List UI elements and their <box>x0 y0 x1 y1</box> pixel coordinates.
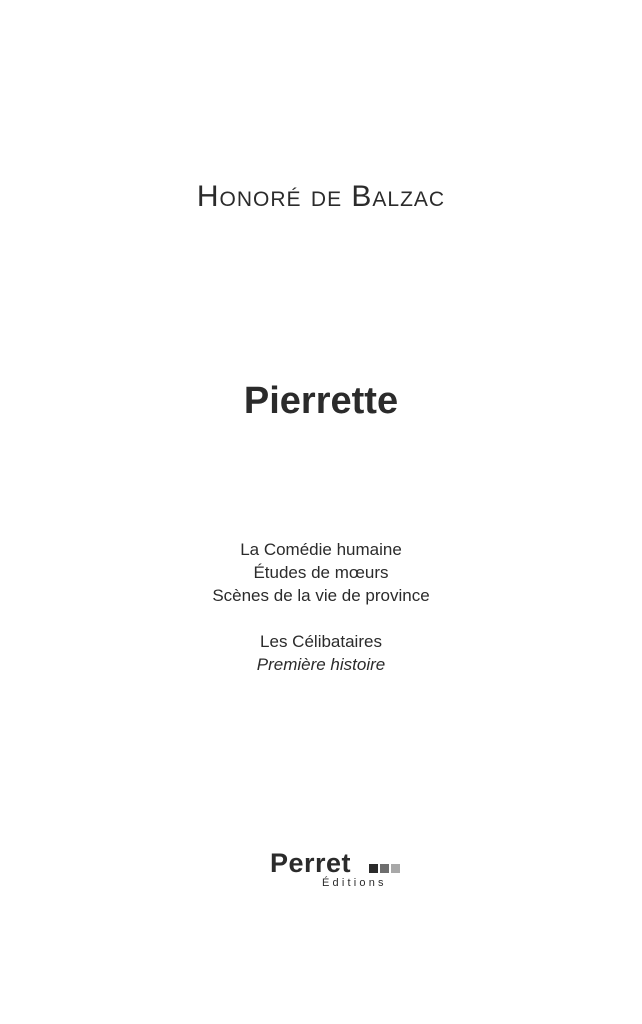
logo-square-dark <box>369 864 378 873</box>
logo-square-medium <box>380 864 389 873</box>
publisher-squares-icon <box>369 864 400 873</box>
series-line-scenes: Scènes de la vie de province <box>212 586 430 605</box>
series-line-comedie: La Comédie humaine <box>240 540 402 559</box>
series-line-etudes: Études de mœurs <box>253 563 389 582</box>
publisher-logo <box>270 848 410 898</box>
series-line-histoire: Première histoire <box>256 655 386 674</box>
series-info <box>0 538 642 676</box>
publisher-subtitle: Éditions <box>322 877 387 889</box>
series-line-celibataires: Les Célibataires <box>260 632 382 651</box>
publisher-name: Perret <box>270 848 352 878</box>
series-spacer <box>0 607 642 630</box>
book-title: Pierrette <box>243 380 399 422</box>
logo-square-light <box>391 864 400 873</box>
author-name: Honoré de Balzac <box>196 180 446 213</box>
